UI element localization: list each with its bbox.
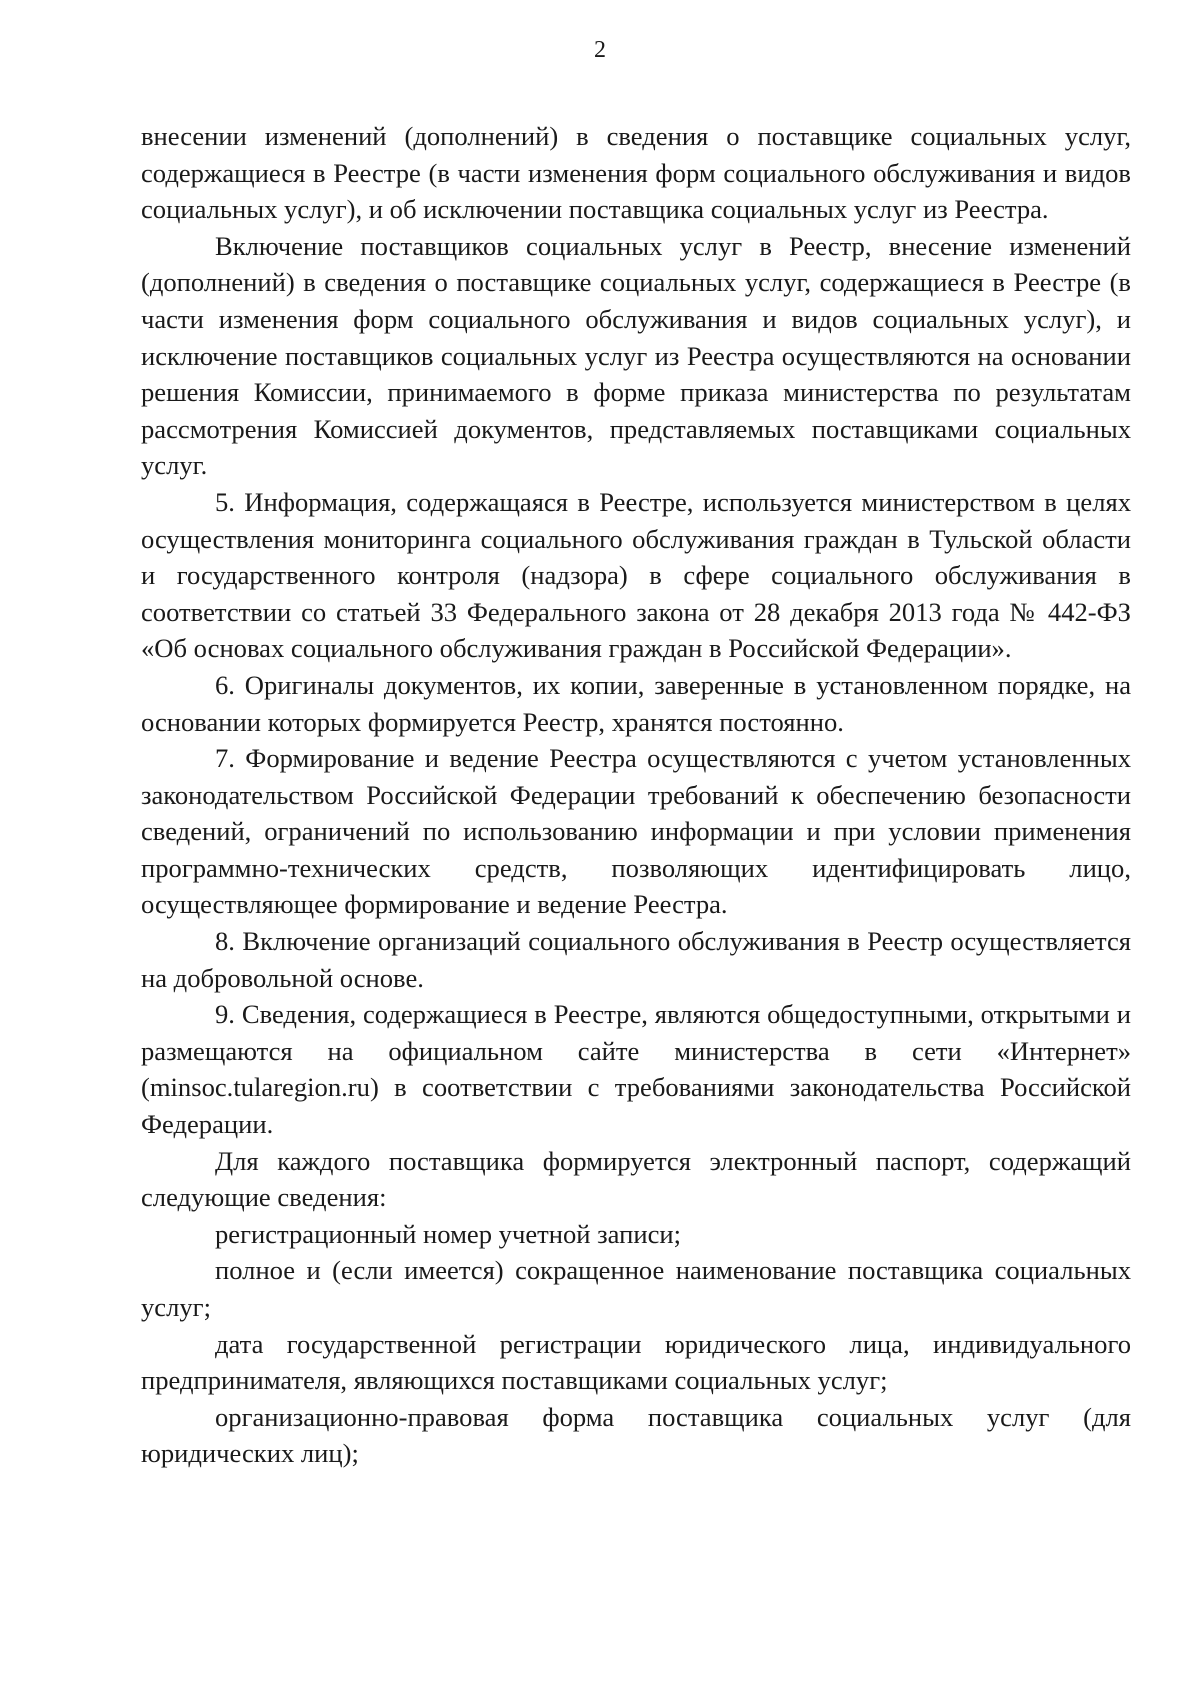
paragraph-item-9: 9. Сведения, содержащиеся в Реестре, являются общедоступными, открытыми и размещаются на официальном сайте министерства в сети «Интернет» (minsoc.tularegion.ru) в соответствии с требованиями законодательства Российской Федерации. [141, 999, 1131, 1140]
passport-item-legal-form: организационно-правовая форма поставщика социальных услуг (для юридических лиц); [141, 1401, 1131, 1469]
passport-item-registration-number: регистрационный номер учетной записи; [215, 1218, 682, 1249]
paragraph-registry-changes-continued: внесении изменений (дополнений) в сведения о поставщике социальных услуг, содержащиеся в Реестре (в части изменения форм социального обслуживания и видов социальных услуг), и об исключении поставщика социальных услуг из Реестра. [141, 121, 1131, 225]
paragraph-item-6: 6. Оригиналы документов, их копии, заверенные в установленном порядке, на основании которых формируется Реестр, хранятся постоянно. [141, 669, 1131, 737]
paragraph-item-5: 5. Информация, содержащаяся в Реестре, используется министерством в целях осуществления мониторинга социального обслуживания граждан в Тульской области и государственного контроля (надзора) в сфере социального обслуживания в соответствии со статьей 33 Федерального закона от 28 декабря 2013 года № 442-ФЗ «Об основах социального обслуживания граждан в Российской Федерации». [141, 486, 1131, 664]
passport-item-registration-date: дата государственной регистрации юридического лица, индивидуального предпринимателя, являющихся поставщиками социальных услуг; [141, 1328, 1131, 1396]
paragraph-passport-intro: Для каждого поставщика формируется электронный паспорт, содержащий следующие сведения: [141, 1145, 1131, 1213]
passport-item-provider-name: полное и (если имеется) сокращенное наименование поставщика социальных услуг; [141, 1255, 1131, 1322]
page-number: 2 [594, 37, 606, 63]
paragraph-inclusion-procedure: Включение поставщиков социальных услуг в Реестр, внесение изменений (дополнений) в сведения о поставщике социальных услуг, содержащиеся в Реестре (в части изменения форм социального обслуживания и видов социальных услуг), и исключение поставщиков социальных услуг из Реестра осуществляются на основании решения Комиссии, принимаемого в форме приказа министерства по результатам рассмотрения Комиссией документов, представляемых поставщиками социальных услуг. [141, 230, 1131, 481]
paragraph-item-7: 7. Формирование и ведение Реестра осуществляются с учетом установленных законодательством Российской Федерации требований к обеспечению безопасности сведений, ограничений по использованию информации и при условии применения программно-технических средств, позволяющих идентифицировать лицо, осуществляющее формирование и ведение Реестра. [141, 743, 1131, 920]
document-body [141, 118, 1131, 1472]
paragraph-item-8: 8. Включение организаций социального обслуживания в Реестр осуществляется на добровольной основе. [141, 926, 1131, 993]
